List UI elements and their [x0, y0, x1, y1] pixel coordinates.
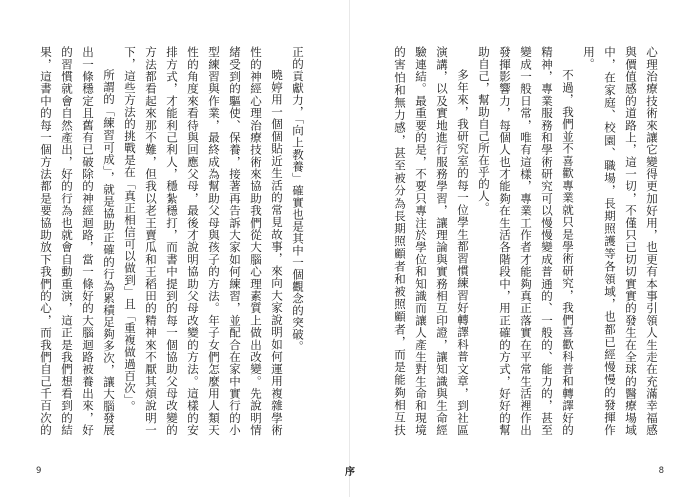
paragraph: 正的貢獻力，「向上教養」確實也是其中一個觀念的突破。 — [291, 46, 305, 353]
paragraph: 不過，我們並不喜歡專業就只是學術研究，我們喜歡科普和轉譯好的精神，專業服務和學術研究可以慢慢變成普通的、一般的、能力的，甚至變成一般日常，唯有這樣，專業工作者才能夠真正落實在平常生活裡作出發揮影響力，每個人也才能夠在生活各階段中，用正確的方式，好好的幫助自己，幫助自己所在乎的人。 — [477, 46, 575, 436]
page-number-left: 9 — [36, 466, 42, 476]
right-page-body — [392, 46, 662, 436]
running-head: 序 — [345, 467, 355, 478]
right-page — [350, 0, 700, 497]
left-page-body — [38, 46, 308, 436]
page-number-right: 8 — [658, 466, 664, 476]
paragraph: 所謂的「練習可成」，就是協助正確的行為累積足夠多次，讓大腦發展出一條穩定且舊有已破除的神經迴路，當一條好的大腦迴路被養出來，好的習慣就會自然產出，好的行為也就會自動重演，這正是我們想看到的結果，這書中的每一個方法都是要協助放下我們的心，而我們自己千百次的 — [39, 46, 116, 436]
paragraph: 多年來，我研究室的每一位學生都習慣練習好轉譯科普文章，到社區演講，以及實地進行服務學習，讓理論與實務相互印證，讓知識與生命經驗連結。最重要的是，不要只專注於學位和知識而讓人產生對生命和現境的害怕和無力感，甚至被分為長期照顧者和被照顧者，而是能夠相互扶 — [393, 46, 470, 436]
paragraph: 心理治療技術來讓它變得更加好用，也更有本事引領人生走在充滿幸福感與價值感的道路上，這一切，不僅只已切切實實的發生在全球的醫療場域中，在家庭、校園、職場，長期照護等各領域，也都已經慢慢的發揮作用。 — [582, 46, 659, 436]
paragraph: 曉婷用一個個貼近生活的常見故事，來向大家說明如何運用複雜學術性的神經心理治療技術來協助我們從大腦心理素質上做出改變。先說明情緒受到的驅使、保養，接著再告訴大家如何練習，並配合在家中實行的小型練習與作業，最終成為幫助父母與孩子的方法。年子女們怎麼用人類天性的角度來看待與回應父母，最後才說明協助父母改變的方法。這樣的安排方式，才能利己利人，穩紮穩打，而書中提到的每一個協助父母改變的方法都看起來那不難，但我以老王賣瓜和王稻田的精神來不厭其煩說明一下，這些方法的挑戰是在「真正相信可以做到」且「重複做過百次」。 — [123, 46, 284, 436]
